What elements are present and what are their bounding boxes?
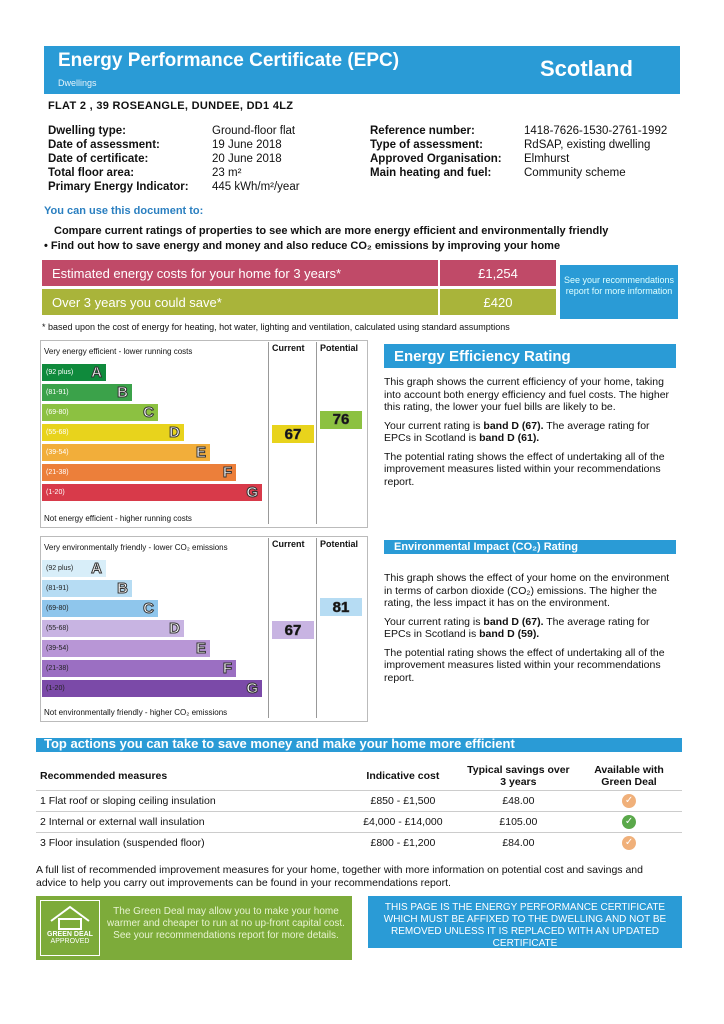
detail-value: RdSAP, existing dwelling	[524, 139, 651, 151]
rating-band-e	[42, 640, 210, 657]
eir-potential-arrow: 81	[320, 598, 362, 616]
band-letter: A	[91, 364, 102, 381]
table-row	[36, 833, 682, 854]
detail-label: Type of assessment:	[370, 139, 483, 151]
eir-desc	[384, 572, 674, 684]
band-letter: E	[195, 444, 206, 461]
eir-title: Environmental Impact (CO₂) Rating	[384, 540, 676, 554]
band-range: (1-20)	[46, 685, 65, 692]
detail-value: 445 kWh/m²/year	[212, 181, 300, 193]
eir-p2d: band D (59).	[479, 628, 540, 640]
band-range: (21-38)	[46, 469, 69, 476]
col-saving: Typical savings over 3 years	[467, 764, 570, 788]
rating-band-f	[42, 660, 236, 677]
rating-band-b	[42, 384, 132, 401]
detail-label: Main heating and fuel:	[370, 167, 492, 179]
rating-band-a	[42, 364, 106, 381]
details-left-labels	[48, 124, 208, 194]
band-range: (69-80)	[46, 409, 69, 416]
details-left-values	[212, 124, 362, 194]
eer-desc	[384, 376, 674, 488]
eir-p2b: band D (67).	[483, 615, 544, 628]
certificate-notice: THIS PAGE IS THE ENERGY PERFORMANCE CERTIFICATE WHICH MUST BE AFFIXED TO THE DWELLING AND NOT BE REMOVED UNLESS IT IS REPLACED WITH AN UPDATED CERTIFICATE	[368, 896, 682, 948]
actions-title: Top actions you can take to save money and make your home more efficient	[36, 738, 682, 752]
eer-p2c: The average rating for EPCs in Scotland is	[384, 419, 650, 444]
rating-band-b	[42, 580, 132, 597]
detail-value: Ground-floor flat	[212, 125, 296, 137]
detail-label: Dwelling type:	[48, 125, 126, 137]
rating-band-d	[42, 424, 184, 441]
bullet-compare: Compare current ratings of properties to see which are more energy efficient and environmentally friendly	[54, 225, 609, 237]
eir-p3: The potential rating shows the effect of undertaking all of the improvement measures listed within your recommendations report.	[384, 646, 665, 684]
use-document-heading: You can use this document to:	[44, 205, 204, 217]
detail-value: Elmhurst	[524, 153, 570, 165]
band-letter: C	[143, 600, 154, 617]
eer-p2b: band D (67).	[483, 419, 544, 432]
measure-cell: 2 Internal or external wall insulation	[36, 812, 345, 833]
band-letter: B	[117, 384, 128, 401]
measure-cell: 1 Flat roof or sloping ceiling insulation	[36, 791, 345, 812]
green-deal-text: The Green Deal may allow you to make your home warmer and cheaper to run at no up-front capital cost. See your recommendations report for more details.	[107, 906, 345, 941]
col-cost: Indicative cost	[366, 770, 440, 782]
eer-potential-arrow: 76	[320, 411, 362, 429]
detail-value: Community scheme	[524, 167, 626, 179]
green-deal-logo	[40, 900, 100, 956]
band-range: (55-68)	[46, 429, 69, 436]
rating-band-c	[42, 404, 158, 421]
eer-p2	[384, 420, 674, 445]
eir-p1: This graph shows the effect of your home on the environment in terms of carbon dioxide (CO₂) emissions. The higher the rating, the less impact it has on the environment.	[384, 572, 670, 609]
band-letter: B	[117, 580, 128, 597]
recommendations-note: See your recommendations report for more information	[560, 265, 678, 319]
eir-p2	[384, 616, 674, 641]
detail-label: Approved Organisation:	[370, 153, 502, 165]
eir-p2c: The average rating for EPCs in Scotland is	[384, 615, 650, 640]
eer-p3: The potential rating shows the effect of undertaking all of the improvement measures listed within your recommendations report.	[384, 450, 665, 488]
eer-current-arrow: 67	[272, 425, 314, 443]
green-deal-logo-sub: APPROVED	[50, 938, 90, 945]
details-right-values	[524, 124, 694, 180]
band-range: (81-91)	[46, 585, 69, 592]
band-range: (92 plus)	[46, 565, 74, 572]
eir-col-current: Current	[272, 539, 305, 549]
rating-band-g	[42, 680, 262, 697]
bullet-find-out-text: Find out how to save energy and money and also reduce CO₂ emissions by improving your home	[50, 240, 561, 252]
green-deal-cell	[576, 791, 682, 812]
page-subtitle: Dwellings	[58, 78, 97, 88]
eir-divider	[268, 538, 269, 718]
eer-top-label: Very energy efficient - lower running costs	[44, 347, 193, 356]
cost-cell: £800 - £1,200	[345, 833, 461, 854]
rating-band-f	[42, 464, 236, 481]
green-deal-logo-text: GREEN DEAL	[47, 931, 93, 938]
rating-band-c	[42, 600, 158, 617]
measures-table	[36, 762, 682, 853]
page-title: Energy Performance Certificate (EPC)	[58, 50, 400, 71]
col-green-deal: Available with Green Deal	[594, 764, 664, 788]
detail-value: 19 June 2018	[212, 139, 282, 151]
savings-value: £420	[440, 289, 556, 315]
estimated-costs-bar: Estimated energy costs for your home for 3 years*	[42, 260, 438, 286]
eer-title: Energy Efficiency Rating	[384, 344, 676, 368]
eir-p2a: Your current rating is	[384, 615, 484, 628]
detail-label: Date of certificate:	[48, 153, 149, 165]
eir-top-label: Very environmentally friendly - lower CO₂ emissions	[44, 543, 228, 552]
saving-cell: £105.00	[461, 812, 576, 833]
bullet-find-out: • Find out how to save energy and money and also reduce CO₂ emissions by improving your home	[44, 240, 561, 252]
savings-bar: Over 3 years you could save*	[42, 289, 438, 315]
band-letter: F	[222, 464, 232, 481]
cost-cell: £4,000 - £14,000	[345, 812, 461, 833]
rating-band-g	[42, 484, 262, 501]
eer-divider	[268, 342, 269, 524]
eer-bottom-label: Not energy efficient - higher running costs	[44, 514, 192, 523]
cost-cell: £850 - £1,500	[345, 791, 461, 812]
band-range: (1-20)	[46, 489, 65, 496]
band-letter: G	[246, 484, 258, 501]
eer-col-current: Current	[272, 343, 305, 353]
green-deal-cell	[576, 812, 682, 833]
details-right-labels	[370, 124, 520, 180]
detail-value: 23 m²	[212, 167, 242, 179]
eer-p1: This graph shows the current efficiency of your home, taking into account both energy efficiency and fuel costs. The higher this rating, the lower your fuel bills are likely to be.	[384, 376, 670, 413]
country-label: Scotland	[540, 56, 633, 81]
eer-col-potential: Potential	[320, 343, 359, 353]
detail-label: Primary Energy Indicator:	[48, 181, 189, 193]
band-range: (39-54)	[46, 449, 69, 456]
band-range: (81-91)	[46, 389, 69, 396]
estimated-costs-value: £1,254	[440, 260, 556, 286]
house-icon	[41, 901, 99, 931]
eir-current-arrow: 67	[272, 621, 314, 639]
col-measure: Recommended measures	[40, 770, 168, 782]
eir-bottom-label: Not environmentally friendly - higher CO₂ emissions	[44, 708, 228, 717]
eer-p2a: Your current rating is	[384, 419, 484, 432]
band-range: (39-54)	[46, 645, 69, 652]
band-letter: E	[195, 640, 206, 657]
table-row	[36, 812, 682, 833]
full-list-note: A full list of recommended improvement measures for your home, together with more information on potential cost and savings and advice to help you carry out improvements can be found in your recommendations report.	[36, 864, 643, 889]
cost-footnote: * based upon the cost of energy for heating, hot water, lighting and ventilation, calculated using standard assumptions	[42, 322, 510, 332]
eer-divider	[316, 342, 317, 524]
band-letter: C	[143, 404, 154, 421]
saving-cell: £84.00	[461, 833, 576, 854]
measure-cell: 3 Floor insulation (suspended floor)	[36, 833, 345, 854]
detail-label: Date of assessment:	[48, 139, 160, 151]
detail-value: 20 June 2018	[212, 153, 282, 165]
band-letter: F	[222, 660, 232, 677]
rating-band-d	[42, 620, 184, 637]
band-letter: A	[91, 560, 102, 577]
check-icon: ✓	[622, 815, 636, 829]
check-icon: ✓	[622, 836, 636, 850]
eir-col-potential: Potential	[320, 539, 359, 549]
detail-value: 1418-7626-1530-2761-1992	[524, 125, 668, 137]
eer-p2d: band D (61).	[479, 432, 540, 444]
eir-divider	[316, 538, 317, 718]
green-deal-cell	[576, 833, 682, 854]
property-address: FLAT 2 , 39 ROSEANGLE, DUNDEE, DD1 4LZ	[48, 100, 294, 112]
detail-label: Total floor area:	[48, 167, 135, 179]
band-range: (21-38)	[46, 665, 69, 672]
band-range: (92 plus)	[46, 369, 74, 376]
check-icon: ✓	[622, 794, 636, 808]
band-letter: D	[169, 620, 180, 637]
detail-label: Reference number:	[370, 125, 475, 137]
rating-band-a	[42, 560, 106, 577]
band-letter: D	[169, 424, 180, 441]
band-range: (69-80)	[46, 605, 69, 612]
table-row	[36, 791, 682, 812]
saving-cell: £48.00	[461, 791, 576, 812]
band-range: (55-68)	[46, 625, 69, 632]
rating-band-e	[42, 444, 210, 461]
band-letter: G	[246, 680, 258, 697]
